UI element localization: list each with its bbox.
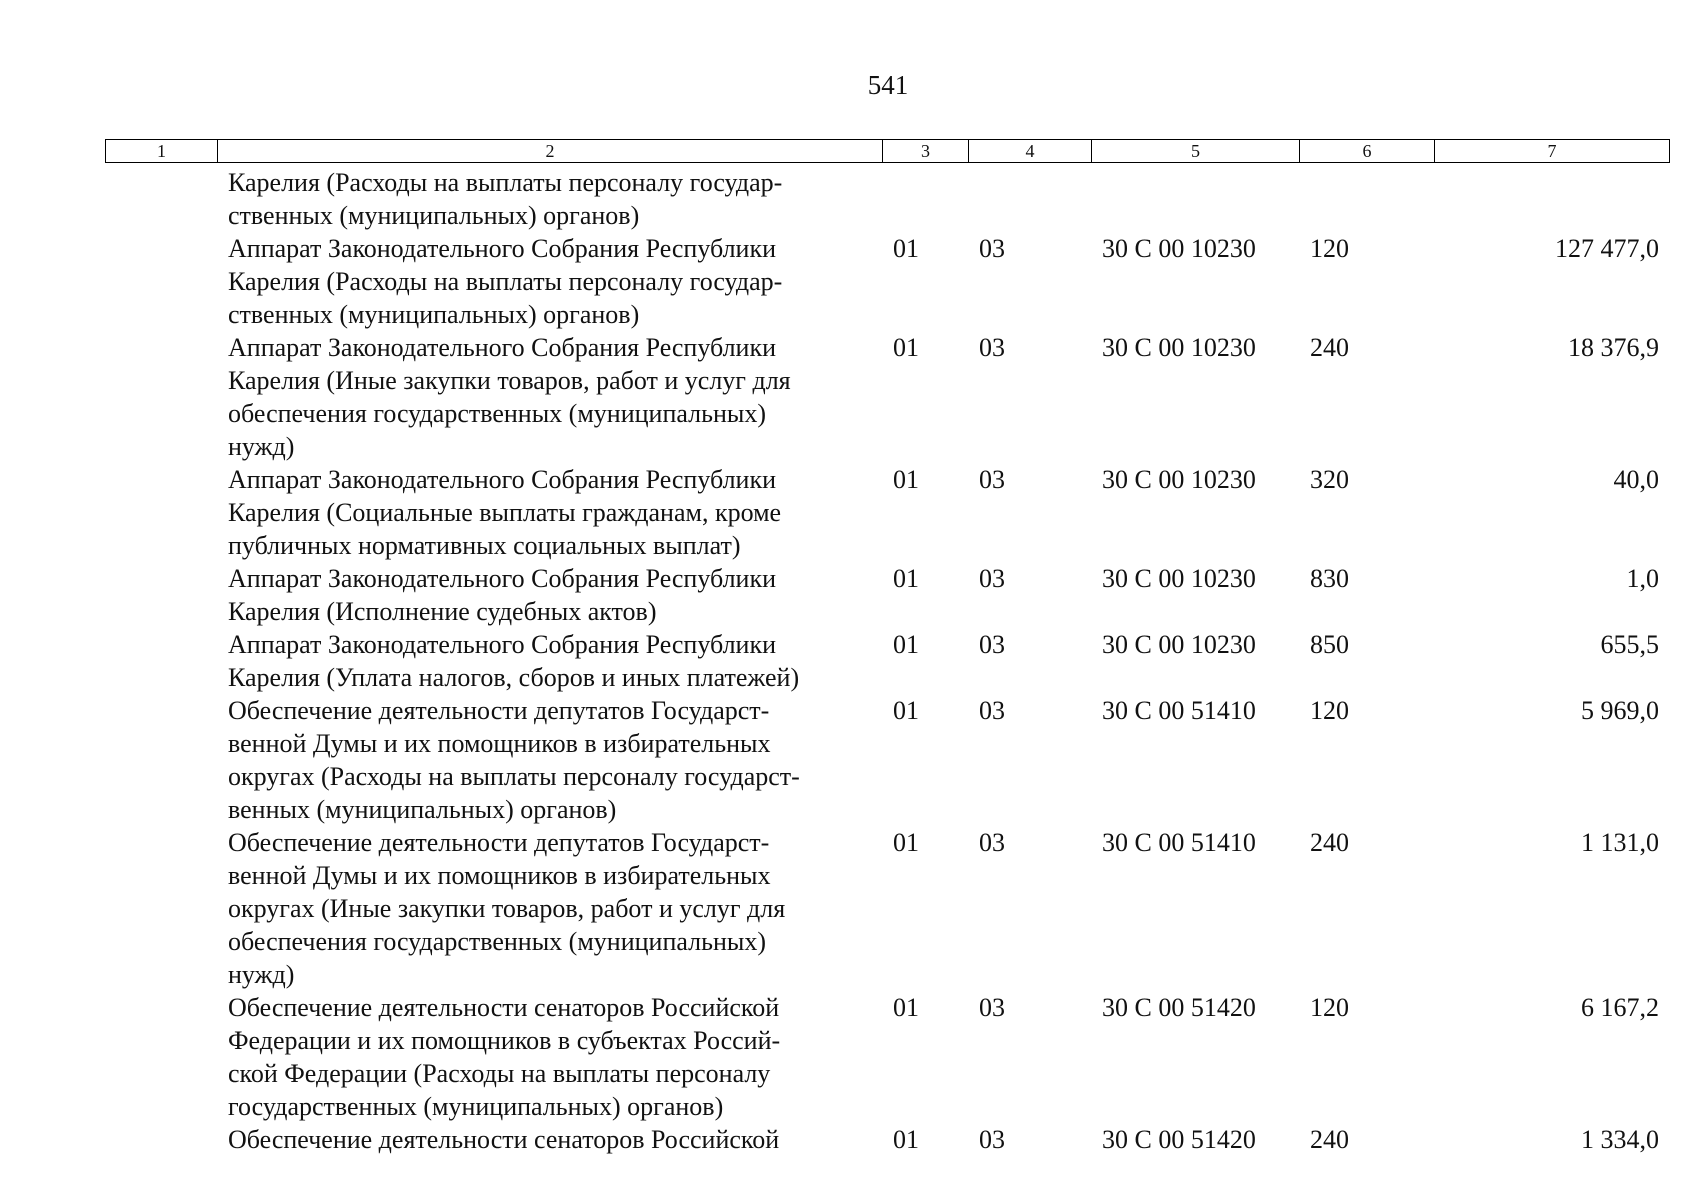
- row-target-article: 30 С 00 51420: [1102, 993, 1256, 1022]
- page-number: 541: [867, 70, 909, 100]
- header-col-2: 2: [218, 140, 883, 162]
- row-expense-type: 240: [1310, 1125, 1349, 1154]
- row-subsection: 03: [979, 564, 1005, 593]
- row-expense-type: 120: [1310, 234, 1349, 263]
- row-expense-type: [1299, 166, 1434, 232]
- header-col-5: 5: [1092, 140, 1300, 162]
- row-subsection: 03: [979, 993, 1005, 1022]
- header-col-6: 6: [1300, 140, 1435, 162]
- header-col-7: 7: [1547, 141, 1557, 161]
- row-description: Аппарат Законодательного Собрания Республики Карелия (Расходы на выплаты персоналу государ- ственных (муниципальных) органов): [228, 234, 783, 329]
- row-amount: [1434, 166, 1670, 232]
- row-expense-type: 320: [1310, 465, 1349, 494]
- row-description: Аппарат Законодательного Собрания Республики Карелия (Исполнение судебных актов): [228, 564, 777, 626]
- row-section: 01: [893, 1125, 919, 1154]
- row-section: 01: [893, 465, 919, 494]
- header-col-4: 4: [969, 140, 1092, 162]
- row-section: [882, 166, 968, 232]
- row-col-1: [105, 826, 217, 991]
- row-section: 01: [893, 630, 919, 659]
- table-row: [105, 694, 1670, 826]
- row-target-article: 30 С 00 10230: [1102, 234, 1256, 263]
- row-target-article: 30 С 00 51410: [1102, 828, 1256, 857]
- table-row: [105, 628, 1670, 694]
- row-target-article: 30 С 00 51420: [1102, 1125, 1256, 1154]
- row-description: Аппарат Законодательного Собрания Республики Карелия (Социальные выплаты гражданам, кроме публичных нормативных социальных выплат): [228, 465, 782, 560]
- row-col-1: [105, 562, 217, 628]
- row-col-1: [105, 463, 217, 562]
- row-expense-type: 120: [1310, 696, 1349, 725]
- row-section: 01: [893, 993, 919, 1022]
- table-row: [105, 166, 1670, 232]
- header-col-3: 3: [883, 140, 969, 162]
- row-col-1: [105, 628, 217, 694]
- row-amount: 5 969,0: [1581, 696, 1659, 725]
- row-target-article: [1091, 166, 1299, 232]
- row-amount: 40,0: [1613, 465, 1659, 494]
- row-description: Аппарат Законодательного Собрания Республики Карелия (Иные закупки товаров, работ и услуг для обеспечения государственных (муниципальных) нужд): [228, 333, 791, 461]
- row-expense-type: 240: [1310, 828, 1349, 857]
- table-row: [105, 331, 1670, 463]
- row-section: 01: [893, 564, 919, 593]
- row-target-article: 30 С 00 10230: [1102, 465, 1256, 494]
- row-amount: 1 334,0: [1581, 1125, 1659, 1154]
- row-target-article: 30 С 00 10230: [1102, 333, 1256, 362]
- table-row: [105, 232, 1670, 331]
- row-subsection: [968, 166, 1091, 232]
- row-subsection: 03: [979, 465, 1005, 494]
- row-description: Обеспечение деятельности депутатов Государст- венной Думы и их помощников в избирательных округах (Иные закупки товаров, работ и услуг для обеспечения государственных (муниципальных) нужд): [228, 828, 786, 989]
- row-expense-type: 240: [1310, 333, 1349, 362]
- row-description: Аппарат Законодательного Собрания Республики Карелия (Уплата налогов, сборов и иных платежей): [228, 630, 800, 692]
- row-subsection: 03: [979, 630, 1005, 659]
- row-amount: 18 376,9: [1568, 333, 1659, 362]
- table-row: [105, 463, 1670, 562]
- row-amount: 127 477,0: [1555, 234, 1659, 263]
- row-subsection: 03: [979, 696, 1005, 725]
- row-target-article: 30 С 00 10230: [1102, 630, 1256, 659]
- row-col-1: [105, 166, 217, 232]
- row-amount: 6 167,2: [1581, 993, 1659, 1022]
- row-section: 01: [893, 234, 919, 263]
- header-col-1: 1: [106, 140, 218, 162]
- table-row: [105, 826, 1670, 991]
- table-row: [105, 1123, 1670, 1156]
- row-expense-type: 850: [1310, 630, 1349, 659]
- row-section: 01: [893, 828, 919, 857]
- row-subsection: 03: [979, 234, 1005, 263]
- row-amount: 655,5: [1600, 630, 1659, 659]
- table-row: [105, 991, 1670, 1123]
- table-row: [105, 562, 1670, 628]
- row-col-1: [105, 1123, 217, 1156]
- row-col-1: [105, 694, 217, 826]
- row-col-1: [105, 331, 217, 463]
- row-expense-type: 120: [1310, 993, 1349, 1022]
- table-header-row: [105, 139, 1670, 163]
- row-subsection: 03: [979, 828, 1005, 857]
- row-description: Карелия (Расходы на выплаты персоналу государ- ственных (муниципальных) органов): [228, 168, 783, 230]
- row-expense-type: 830: [1310, 564, 1349, 593]
- row-section: 01: [893, 696, 919, 725]
- row-subsection: 03: [979, 1125, 1005, 1154]
- table-body: [105, 166, 1670, 1156]
- row-subsection: 03: [979, 333, 1005, 362]
- row-amount: 1 131,0: [1581, 828, 1659, 857]
- row-description: Обеспечение деятельности сенаторов Российской: [228, 1125, 780, 1154]
- row-target-article: 30 С 00 10230: [1102, 564, 1256, 593]
- row-description: Обеспечение деятельности депутатов Государст- венной Думы и их помощников в избирательных округах (Расходы на выплаты персоналу государст- венных (муниципальных) органов): [228, 696, 800, 824]
- row-amount: 1,0: [1626, 564, 1659, 593]
- row-col-1: [105, 991, 217, 1123]
- row-target-article: 30 С 00 51410: [1102, 696, 1256, 725]
- row-description: Обеспечение деятельности сенаторов Российской Федерации и их помощников в субъектах Россий- ской Федерации (Расходы на выплаты персоналу государственных (муниципальных) органов): [228, 993, 781, 1121]
- row-section: 01: [893, 333, 919, 362]
- row-col-1: [105, 232, 217, 331]
